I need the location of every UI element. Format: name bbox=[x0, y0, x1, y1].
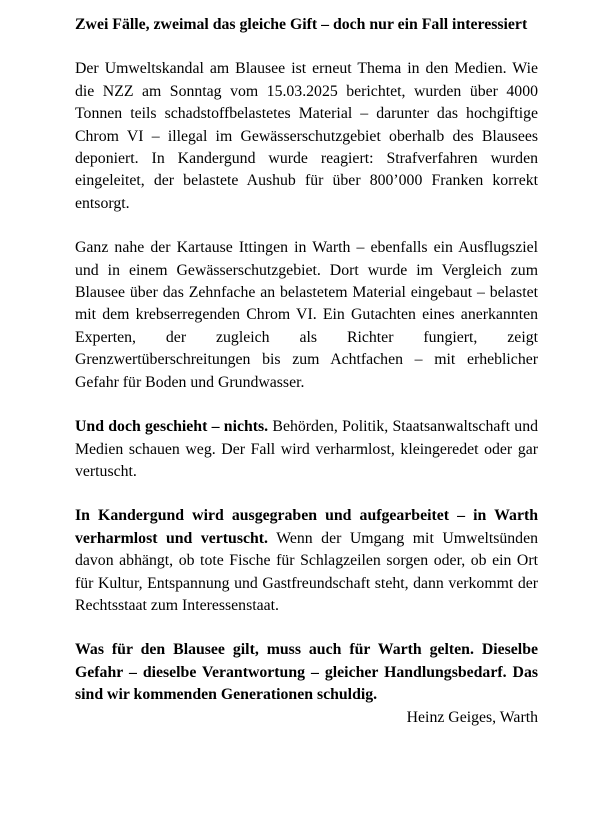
paragraph-conclusion: Was für den Blausee gilt, muss auch für Warth gelten. Dieselbe Gefahr – dieselbe Verantwortung – gleicher Handlungsbedarf. Das sind wir kommenden Generationen schuldig. bbox=[75, 641, 538, 704]
emphasis-comparison: In Kandergund wird ausgegraben und aufgearbeitet – in Warth verharmlost und vertuscht. bbox=[75, 507, 538, 547]
paragraph-nothing-happens-text: Behörden, Politik, Staatsanwaltschaft und Medien schauen weg. Der Fall wird verharmlost, kleingeredet oder gar vertuscht. bbox=[75, 418, 538, 480]
paragraph-comparison bbox=[75, 505, 538, 617]
paragraph-blausee: Der Umweltskandal am Blausee ist erneut Thema in den Medien. Wie die NZZ am Sonntag vom 15.03.2025 berichtet, wurden über 4000 Tonnen teils schadstoffbelastetes Material – darunter das hochgiftige Chrom VI – illegal im Gewässerschutzgebiet oberhalb des Blausees deponiert. In Kandergund wurde reagiert: Strafverfahren wurden eingeleitet, der belastete Aushub für über 800’000 Franken korrekt entsorgt. bbox=[75, 60, 538, 212]
paragraph-nothing-happens bbox=[75, 416, 538, 483]
paragraph-warth: Ganz nahe der Kartause Ittingen in Warth – ebenfalls ein Ausflugsziel und in einem Gewässerschutzgebiet. Dort wurde im Vergleich zum Blausee über das Zehnfache an belastetem Material eingebaut – belastet mit dem krebserregenden Chrom VI. Ein Gutachten eines anerkannten Experten, der zugleich als Richter fungiert, zeigt Grenzwertüberschreitungen bis zum Achtfachen – mit erheblicher Gefahr für Boden und Grundwasser. bbox=[75, 239, 538, 391]
signature: Heinz Geiges, Warth bbox=[406, 708, 538, 726]
letter-title: Zwei Fälle, zweimal das gleiche Gift – doch nur ein Fall interessiert bbox=[75, 16, 528, 33]
emphasis-nothing-happens: Und doch geschieht – nichts. bbox=[75, 418, 269, 436]
paragraph-comparison-text: Wenn der Umgang mit Umweltsünden davon abhängt, ob tote Fische für Schlagzeilen sorgen oder, ob ein Ort für Kultur, Entspannung und Gastfreundschaft steht, dann verkommt der Rechtsstaat zum Interessenstaat. bbox=[75, 529, 538, 614]
letter bbox=[75, 14, 538, 729]
